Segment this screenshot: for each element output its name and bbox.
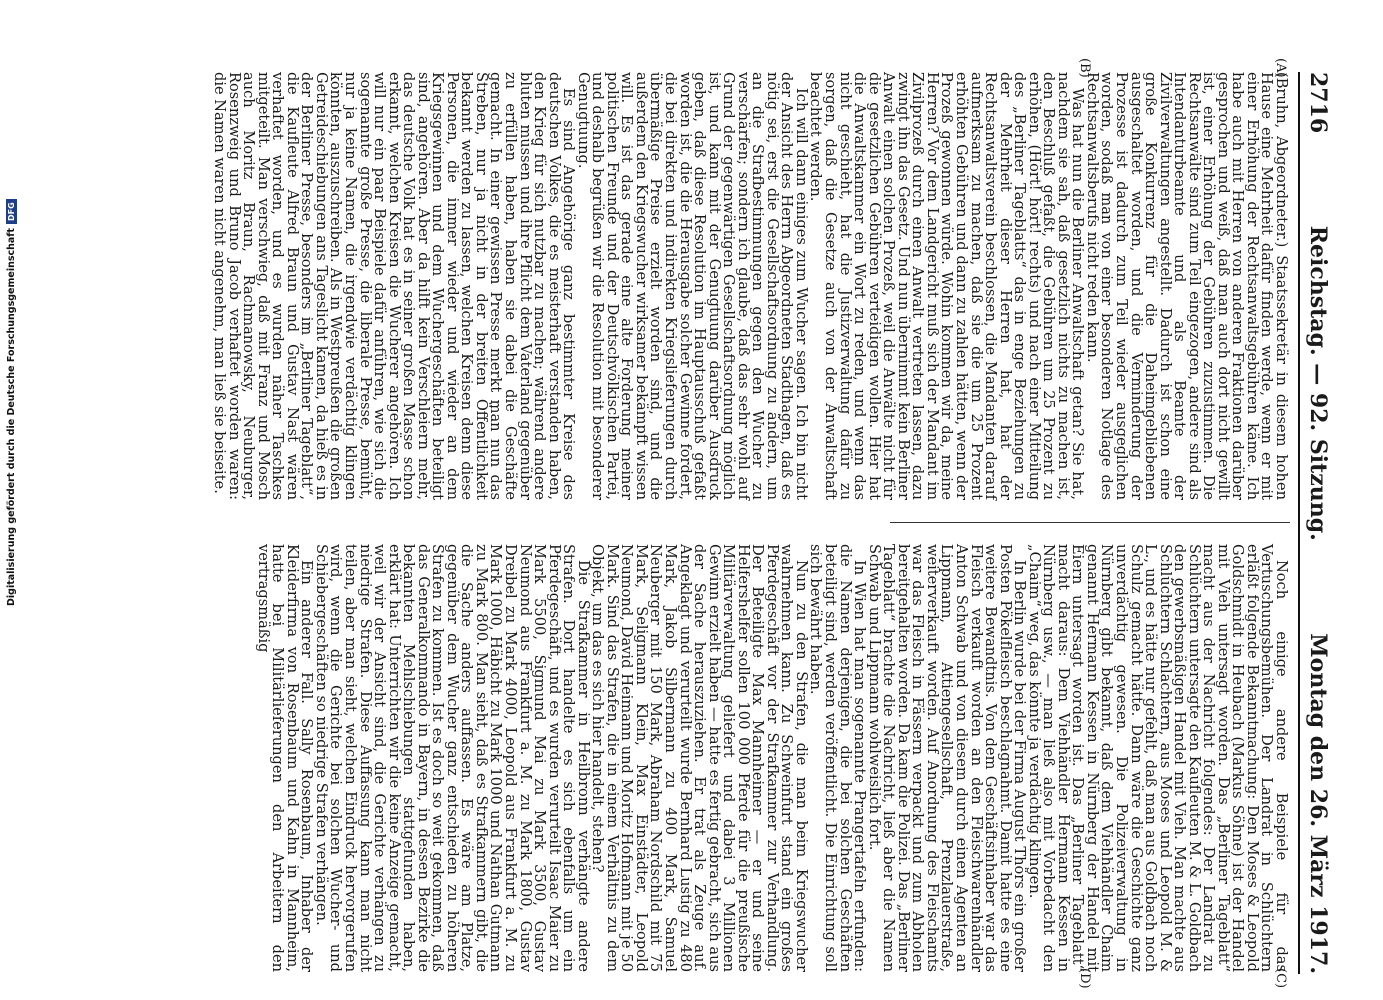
dfg-logo: DFG: [6, 199, 17, 224]
margin-marker-b: (B): [1077, 58, 1092, 78]
paragraph: Die Strafkammer in Heilbronn verhängte andere Strafen. Dort handelte es sich ebenfalls um ein Pferdegeschäft, und es wurden verurteilt Isaac Maier zu Mark 5500, Sigmund Mai zu Mark 3500, Gustav Neumond aus Frankfurt a. M. zu Mark 1800, Gustav Dreibel zu Mark 4000, Leopold aus Frankfurt a. M. zu Mark 1000, Häbicht zu Mark 1000 und Nathan Gutmann zu Mark 800. Man sieht, daß es Strafkammern gibt, die die Sache anders auffassen. Es wäre am Platze, gegenüber dem Wucher ganz entschieden zu höheren Strafen zu kommen. Ist es doch so weit gekommen, daß das Generalkommando in Bayern, in dessen Bezirke die bekannten Mehlschiebungen stattgefunden haben, erklärt hat: Unterrichten wir die keine Anzeige gemacht, weil wir der Ansicht sind, die Gerichte verhängen zu niedrige Strafen. Diese Auffassung kann man nicht teilen, aber man sieht, welchen Eindruck hervorgerufen wird, wenn die Gerichte bei solchen Wucher- und Schiebergeschäften so niedrige Strafen verhängen.: [312, 544, 592, 972]
credit-text: Digitalisierung gefördert durch die Deutsche Forschungsgemeinschaft: [5, 228, 17, 606]
rotated-page-content: [40, 58, 1340, 988]
scanned-page: [40, 58, 1340, 988]
column-divider: [890, 522, 1290, 523]
page-date: Montag den 26. März 1917.: [1305, 633, 1331, 974]
paragraph: Nun zu den Strafen, die man beim Kriegswucher wahrnehmen kann. Zu Schweinfurt stand ein großes Pferdegeschäft vor der Strafkammer zur Verhandlung. Der Beteiligte Max Mannheimer — er und seine Helfershelfer sollen 100 000 Pferde für die preußische Militärverwaltung geliefert und dabei 3 Millionen Gewinn erzielt haben — hatte es fertig gebracht, sich aus der Sache herauszuziehen. Er trat als Zeuge auf. Angeklagt und verurteilt wurde Bernhard Lustig zu 480 Mark, Jakob Silbermann zu 400 Mark, Samuel Neuberger mit 150 Mark, Abraham Nordschild mit 75 Mark, Seligmann Klein, Max Einstädter, Leopold Neumond, David Heimann und Moritz Hofmann mit je 50 Mark. Sind das Strafen, die in einem Verhältnis zu dem Objekt, um das es sich hier handelt, stehen?: [589, 544, 810, 972]
paragraph: Ein anderer Fall. Sally Rosenbaum, Inhaber der Kleiderfirma von Rosenbaum und Kahn in Mannheim, hatte bei Militärlieferungen den Arbeitern den vertragsmäßig: [254, 544, 316, 972]
left-text-column: [211, 72, 1290, 500]
paragraph: Noch einige andere Beispiele für das Vertuschungsbemühen. Der Landrat in Schlüchtern erläßt folgende Bekanntmachung: Den Moses & Leopold Goldschmidt in Heubach (Markus Söhne) ist der Handel mit Vieh untersagt worden. Das „Berliner Tageblatt“ macht aus der Nachricht folgendes: Der Landrat zu Schlüchtern untersagte den Kaufleuten M. & L. Goldbach den gewerbsmäßigen Handel mit Vieh. Man machte aus Schlüchtern Schlachtern, aus Moses und Leopold M. & L., und es hätte nur gefehlt, daß man aus Goldbach noch Schulz gemacht hätte. Dann wäre die Geschichte ganz unverdächtig gewesen. Die Polizeiverwaltung in Nürnberg gibt bekannt, daß dem Viehhändler Chaim genannt Hermann Kessen in Nürnberg der Handel mit Eiern untersagt worden ist. Das „Berliner Tageblatt“ macht daraus: Dem Viehhändler Hermann Kessen in Nürnberg usw., — man ließ also mit Vorbedacht den „Chaim“ weg, das könnte ja verdächtig klingen.: [1025, 544, 1290, 972]
paragraph: Was hat nun die Berliner Anwaltschaft getan? Sie hat, nachdem sie sah, daß gesetzlich nichts zu machen ist, den Beschluß gefaßt, die Gebühren um 25 Prozent zu erhöhen, (Hört! hört! rechts) und nach einer Mitteilung des „Berliner Tageblatts“ das in enge Beziehungen zu der Mehrheit dieser Herren hat, hat der Rechtsanwaltsverein beschlossen, die Mandanten darauf aufmerksam zu machen, daß sie die um 25 Prozent erhöhten Gebühren und dann zu zahlen hätten, wenn der Prozeß gewonnen würde. Wohin kommen wir da, meine Herren? Vor dem Landgericht muß sich der Mandant im Zivilprozeß durch einen Anwalt vertreten lassen, dazu zwingt ihn das Gesetz. Und nun übernimmt kein Berliner Anwalt einen solchen Prozeß, weil die Anwälte nicht für die gesetzlichen Gebühren verteidigen wollen. Hier hat die Anwaltskammer ein Wort zu reden, und wenn das nicht geschieht, hat die Justizverwaltung dafür zu sorgen, daß die Gesetze auch von der Anwaltschaft beachtet werden.: [807, 72, 1087, 500]
paragraph: Ich will dann einiges zum Wucher sagen. Ich bin nicht der Ansicht des Herrn Abgeordneten Stadthagen, daß es nötig sei, erst die Gesellschaftsordnung zu ändern, um an die Strafbestimmungen gegen den Wucher zu verschärfen; sondern ich glaube, daß das sehr wohl auf Grund der gegenwärtigen Gesellschaftsordnung möglich ist, und kann mit der Genugtuung darüber Ausdruck geben, daß diese Resolution im Hauptausschuß gefaßt worden ist, die die Herausgabe solcher Gewinne fordert, die bei direkten und indirekten Kriegslieferungen durch übermäßige Preise erzielt worden sind, und die außerdem den Kriegswucher wirksamer bekämpft wissen will. Es ist das gerade eine alte Forderung meiner politischen Freunde und der Deutschvölkischen Partei, und deshalb begrüßen wir die Resolution mit besonderer Genugtuung.: [574, 72, 810, 500]
page-title: Reichstag. — 92. Sitzung.: [1305, 225, 1331, 541]
paragraph: In Wien hat man sogenannte Prangertafeln erfunden: die Namen derjenigen, die bei solchen Geschäften beteiligt sind, werden veröffentlicht. Die Einrichtung soll sich bewährt haben.: [807, 544, 869, 972]
paragraph: (Bruhn, Abgeordneter.) Staatssekretär in diesem hohen Hause eine Mehrheit dafür finden werde, wenn er mit einer Erhöhung der Rechtsanwaltsgebühren käme. Ich habe auch mit Herren von anderen Fraktionen darüber gesprochen und weiß, daß man auch dort nicht gewillt ist, einer Erhöhung der Gebühren zuzustimmen. Die Rechtsanwälte sind zum Teil eingezogen, andere sind als Intendanturbeamte und als Beamte der Zivilverwaltungen angestellt. Dadurch ist schon eine große Konkurrenz für die Daheimgebliebenen ausgeschaltet worden, und die Verminderung der Prozesse ist dadurch zum Teil wieder ausgeglichen worden, sodaß man von einer besonderen Notlage des Rechtsanwaltsberufs nicht reden kann.: [1083, 72, 1290, 500]
paragraph: In Berlin wurde bei der Firma August Thörs ein großer Posten Pökelfleisch beschlagnahmt. Damit hatte es eine weitere Bewandtnis. Von dem Geschäftsinhaber war das Fleisch verkauft worden an den Fleischwarenhändler Anton Schwab und von diesem durch einen Agenten an Lippmann, Attiengesellschaft, Prenzlauerstraße, weiterverkauft worden. Auf Anordnung des Fleischamts war das Fleisch in Fässern verpackt und zum Abholen bereitgehalten worden. Da kam die Polizei. Das „Berliner Tageblatt“ brachte die Nachricht, ließ aber die Namen Schwab und Lippmann wohlweislich fort.: [865, 544, 1029, 972]
margin-marker-d: (D): [1077, 968, 1092, 989]
digitization-credit: [2, 202, 20, 606]
right-text-column: [254, 544, 1290, 972]
margin-marker-a: (A): [1273, 58, 1288, 78]
page-header: [1298, 72, 1336, 974]
paragraph: Es sind Angehörige ganz bestimmter Kreise des deutschen Volkes, die es meisterhaft verstanden haben, den Krieg für sich nutzbar zu machen; während andere bluten müssen und ihre Pflicht dem Vaterland gegenüber zu erfüllen haben, haben sie dabei die Geschäfte gemacht. In einer gewissen Presse merkt man nun das Streben, nur ja nicht in der breiten Öffentlichkeit bekannt werden zu lassen, welchen Kreisen denn diese Personen, die immer wieder und wieder an dem Kriegsgewinnen und dem Wuchergeschäften beteiligt sind, angehören. Aber da hilft kein Verschleiern mehr, das deutsche Volk hat es in seiner großen Masse schon erkannt, welchen Kreisen die Wucherer angehören. Ich will nur ein paar Beispiele dafür anführen, wie sich die sogenannte große Presse, die liberale Presse, bemüht, nur ja keine Namen, die irgendwie verdächtig klingen könnten, auszuschreiben. Als in Westpreußen die großen Getreideschiebungen ans Tageslicht kamen, da hieß es in der Berliner Presse, besonders im „Berliner Tageblatt“, die Kaufleute Alfred Braun und Gustav Nast wären verhaftet worden, und es wurden näher Taschkes mitgeteilt. Man verschwieg, daß mit Franz und Mosch auch Moritz Braun, Rachmanowsky, Neuburger, Rosenzweig und Bruno Jacob verhaftet worden waren: die Namen waren nicht angenehm, man ließ sie beiseite.: [211, 72, 578, 500]
page-number: 2716: [1305, 72, 1331, 134]
margin-marker-c: (C): [1273, 968, 1288, 989]
